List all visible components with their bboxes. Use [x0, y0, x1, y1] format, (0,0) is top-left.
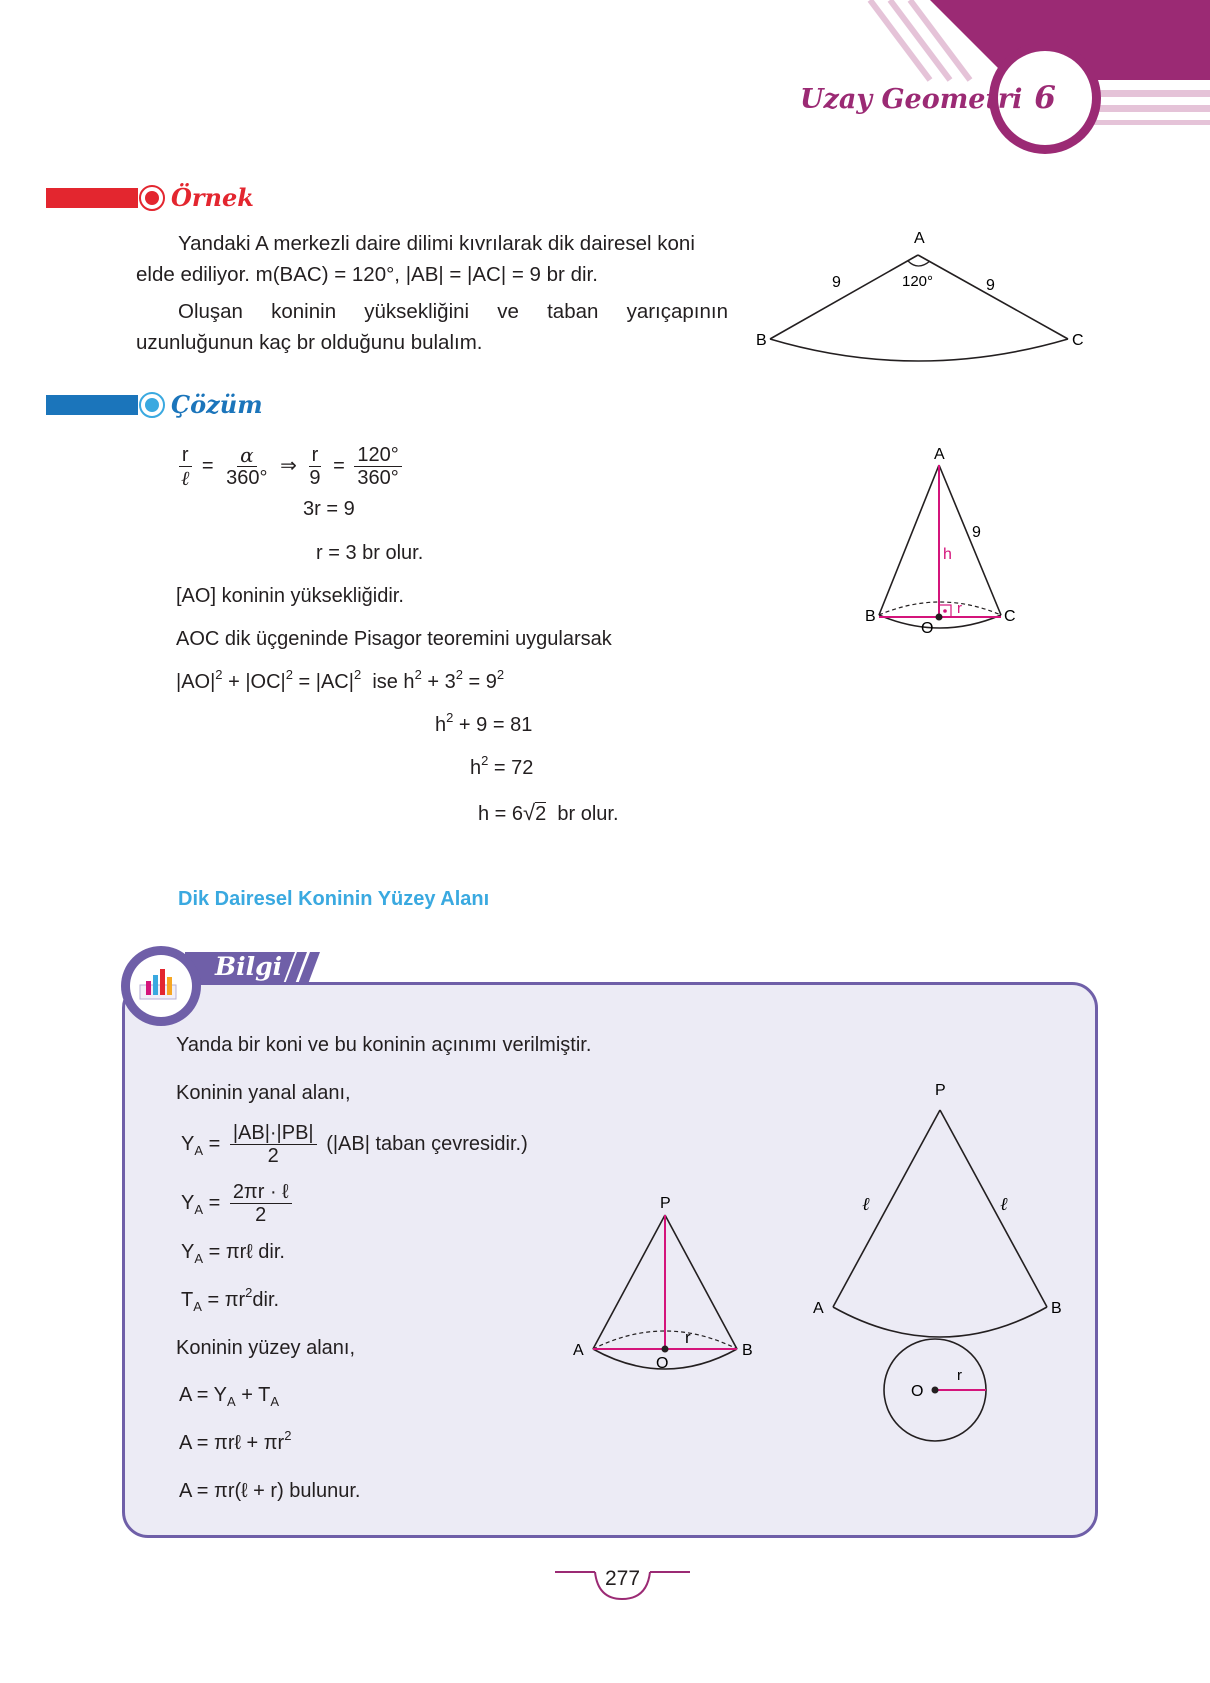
pythagoras-statement: AOC dik üçgeninde Pisagor teoremini uygularsak: [176, 628, 612, 650]
sector-label-c: C: [1072, 332, 1084, 349]
ratio-alpha: α: [237, 444, 257, 467]
sector-figure: [750, 225, 1090, 370]
eq8-h: h: [470, 757, 482, 779]
chart-icon: [118, 943, 204, 1029]
ratio-360: 360°: [226, 467, 268, 489]
eq9-root: 2: [535, 803, 547, 825]
cone1-label-r: r: [957, 600, 962, 617]
eq-h2-72: [470, 753, 534, 780]
solution-label: Çözüm: [171, 390, 263, 419]
info-line2: Koninin yanal alanı,: [176, 1082, 351, 1104]
ya-sub: A: [194, 1201, 204, 1217]
height-statement: [AO] koninin yüksekliğidir.: [176, 585, 404, 607]
net-label-b: B: [1051, 1300, 1062, 1317]
ya-sub: A: [194, 1142, 204, 1158]
ratio-r2: r: [309, 444, 322, 467]
formula-ya-3: [181, 1241, 285, 1264]
f1-note: (|AB| taban çevresidir.): [326, 1132, 528, 1155]
net-label-p: P: [935, 1082, 946, 1099]
pyth-3: + 3: [427, 671, 456, 693]
cone2-label-b: B: [742, 1342, 753, 1359]
pyth-ise-h: ise h: [372, 671, 415, 693]
implies-arrow: ⇒: [280, 454, 297, 477]
sector-side-left: 9: [832, 274, 841, 291]
cone-net-figure: [805, 1075, 1075, 1455]
example-line2: elde ediliyor. m(BAC) = 120°, |AB| = |AC| = 9 br dir.: [136, 263, 598, 286]
sector-side-right: 9: [986, 277, 995, 294]
sq-sup: 2: [215, 667, 223, 682]
ya-y: Y: [181, 1191, 195, 1214]
ya-y: Y: [181, 1132, 195, 1155]
sq-sup: 2: [353, 667, 362, 682]
net-label-l2: ℓ: [1000, 1194, 1008, 1215]
cone1-label-a: A: [934, 446, 945, 463]
cone2-label-o: O: [656, 1355, 669, 1372]
eq-h-result: h = 6√2 br olur.: [478, 800, 619, 825]
net-label-r: r: [957, 1367, 962, 1384]
chapter-number: 6: [1034, 80, 1056, 116]
formula-a-2: [179, 1428, 292, 1455]
example-label: Örnek: [171, 183, 254, 212]
f1-num: |AB|·|PB|: [230, 1122, 317, 1145]
sector-label-a: A: [914, 230, 925, 247]
cone2-label-a: A: [573, 1342, 584, 1359]
section-subtitle: Dik Dairesel Koninin Yüzey Alanı: [178, 888, 490, 910]
ratio-360b: 360°: [357, 467, 399, 489]
formula-a-3: A = πr(ℓ + r) bulunur.: [179, 1480, 361, 1502]
info-label: Bilgi: [215, 952, 283, 981]
eq7-h: h: [435, 714, 447, 736]
ratio-r: r: [179, 444, 192, 467]
f6-sup: 2: [284, 1428, 292, 1443]
solution-cone-figure: [855, 445, 1025, 635]
cone1-label-h: h: [943, 546, 952, 563]
ratio-equation: $\frac{r}{\text{ℓ}}$ = $\frac{\alpha}{360^\circ}$ ⇒ $\frac{r}{9}$ = $\frac{120^\circ}{360^\circ}$: [174, 444, 406, 489]
eq9-h: h = 6: [478, 803, 524, 825]
ratio-l: ℓ: [181, 466, 190, 490]
example-bar: [46, 188, 138, 208]
info-line3: Koninin yüzey alanı,: [176, 1337, 356, 1359]
ta-sub: A: [193, 1299, 202, 1314]
f5-text: A = Y: [179, 1384, 228, 1406]
formula-ya-1: $Y_A$ = $\frac{|AB|\cdot|PB|}{2}$ (|AB| taban çevresidir.): [181, 1122, 528, 1167]
sq-sup: 2: [481, 753, 489, 768]
f4-text: = πr: [207, 1289, 246, 1311]
formula-a-1: [179, 1384, 279, 1407]
sq-sup: 2: [285, 667, 293, 682]
f1-den: 2: [267, 1145, 279, 1167]
eq7-rest: + 9 = 81: [458, 714, 533, 736]
pyth-oc: + |OC|: [228, 671, 286, 693]
info-cone-figure: [565, 1185, 765, 1385]
sector-angle: 120°: [902, 273, 934, 290]
f3-text: = πrℓ dir.: [208, 1241, 285, 1263]
f6-text: A = πrℓ + πr: [179, 1432, 285, 1454]
ratio-9: 9: [309, 467, 321, 489]
pyth-ao: |AO|: [176, 671, 216, 693]
eq-3r: 3r = 9: [303, 498, 355, 520]
net-label-o: O: [911, 1383, 924, 1400]
example-line1: Yandaki A merkezli daire dilimi kıvrılarak dik dairesel koni: [178, 232, 695, 255]
sq-sup: 2: [414, 667, 422, 682]
f5-sub2: A: [270, 1394, 280, 1409]
formula-ta: [181, 1285, 280, 1314]
solution-bar: [46, 395, 138, 415]
net-label-l1: ℓ: [862, 1194, 870, 1215]
f5-sub: A: [227, 1394, 236, 1409]
cone1-label-o: O: [921, 620, 934, 635]
target-icon: [135, 391, 167, 419]
cone1-label-b: B: [865, 608, 876, 625]
eq-h2-81: [435, 710, 533, 737]
chapter-title: Uzay Geometri: [800, 84, 1023, 115]
f2-den: 2: [255, 1204, 267, 1226]
eq8-rest: = 72: [493, 757, 534, 779]
ya-y: Y: [181, 1241, 195, 1263]
sq-sup: 2: [446, 710, 454, 725]
f4-sup: 2: [245, 1285, 253, 1300]
f4-end: dir.: [252, 1289, 280, 1311]
pythagoras-equation: [176, 667, 505, 694]
example-question: Oluşan koninin yüksekliğini ve taban yarıçapının uzunluğunun kaç br olduğunu bulalım.: [136, 300, 728, 354]
example-text: [136, 228, 728, 358]
pyth-9: = 9: [468, 671, 497, 693]
formula-ya-2: $Y_A$ = $\frac{\text{2πr · ℓ}}{2}$: [181, 1181, 296, 1226]
eq-r3: r = 3 br olur.: [316, 542, 424, 564]
sector-label-b: B: [756, 332, 767, 349]
sq-sup: 2: [496, 667, 505, 682]
ya-sub: A: [194, 1251, 204, 1266]
net-label-a: A: [813, 1300, 824, 1317]
cone1-label-c: C: [1004, 608, 1016, 625]
ratio-120: 120°: [354, 444, 401, 467]
cone2-label-p: P: [660, 1195, 671, 1212]
page-number: 277: [604, 1567, 641, 1590]
ta-t: T: [181, 1289, 194, 1311]
f5-mid: + T: [241, 1384, 271, 1406]
target-icon: [135, 184, 167, 212]
eq9-end: br olur.: [557, 803, 619, 825]
sq-sup: 2: [455, 667, 463, 682]
f2-num: 2πr · ℓ: [230, 1181, 292, 1204]
cone1-label-9: 9: [972, 524, 981, 541]
pyth-ac: = |AC|: [298, 671, 354, 693]
cone2-label-r: r: [685, 1328, 691, 1347]
info-line1: Yanda bir koni ve bu koninin açınımı verilmiştir.: [176, 1034, 592, 1056]
